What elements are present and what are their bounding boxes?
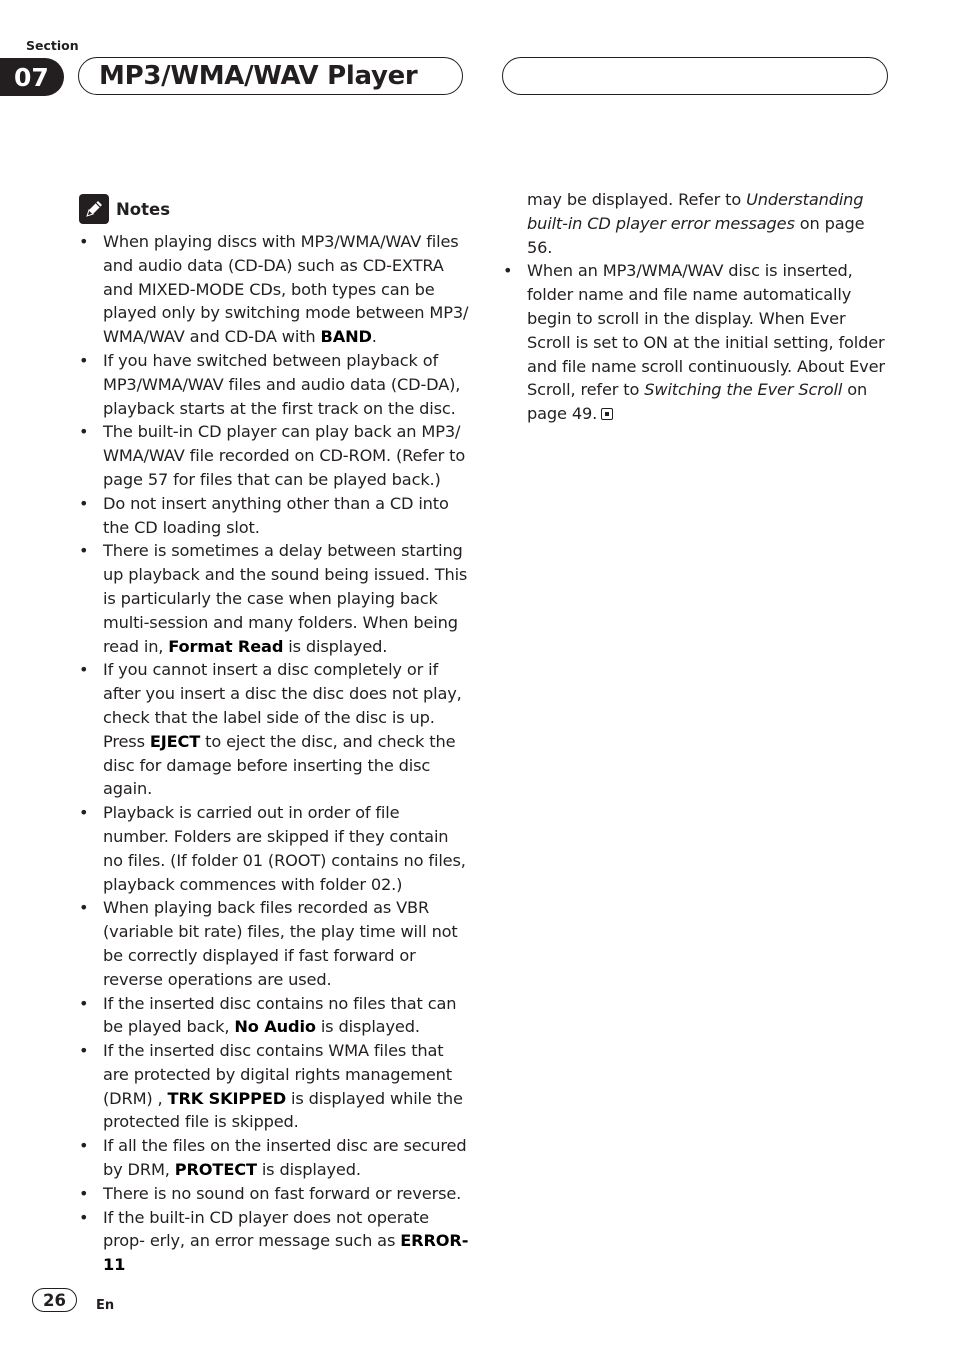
language-label: En (96, 1298, 115, 1313)
section-number-tab: 07 (0, 58, 64, 96)
note-item: • There is no sound on fast forward or reverse. (79, 1182, 469, 1206)
note-item: • There is sometimes a delay between starting up playback and the sound being issued. This is particularly the case when playing back multi-session and many folders. When being read in, Format Read is displayed. (79, 539, 469, 658)
note-item: • If all the files on the inserted disc are secured by DRM, PROTECT is displayed. (79, 1134, 469, 1182)
page-title: MP3/WMA/WAV Player (78, 57, 463, 95)
pencil-icon (79, 194, 109, 224)
page-number: 26 (32, 1288, 77, 1312)
note-item: • If you have switched between playback of MP3/WMA/WAV files and audio data (CD-DA), playback starts at the first track on the disc. (79, 349, 469, 420)
note-item: • Playback is carried out in order of file number. Folders are skipped if they contain no files. (If folder 01 (ROOT) contains no files, playback commences with folder 02.) (79, 801, 469, 896)
notes-list (79, 230, 469, 1277)
notes-title: Notes (116, 199, 171, 219)
notes-column-left (79, 230, 469, 1277)
note-item: • The built-in CD player can play back an MP3/ WMA/WAV file recorded on CD-ROM. (Refer to page 57 for files that can be played back.) (79, 420, 469, 491)
end-of-section-icon (601, 408, 613, 420)
note-item: • When an MP3/WMA/WAV disc is inserted, folder name and file name automatically begin to scroll in the display. When Ever Scroll is set to ON at the initial setting, folder and file name scroll continuously. About Ever Scroll, refer to Switching the Ever Scroll on page 49. (503, 259, 893, 426)
note-item: • If the built-in CD player does not operate prop- erly, an error message such as ERROR-11 (79, 1206, 469, 1277)
notes-heading (79, 194, 170, 224)
notes-list-continued (503, 259, 893, 426)
note-item: • If the inserted disc contains no files that can be played back, No Audio is displayed. (79, 992, 469, 1040)
note-item: • When playing back files recorded as VBR (variable bit rate) files, the play time will not be correctly displayed if fast forward or reverse operations are used. (79, 896, 469, 991)
note-item: • Do not insert anything other than a CD into the CD loading slot. (79, 492, 469, 540)
header-blank-box (502, 57, 888, 95)
note-item: • If the inserted disc contains WMA files that are protected by digital rights management (DRM) , TRK SKIPPED is displayed while the protected file is skipped. (79, 1039, 469, 1134)
notes-column-right (503, 188, 893, 426)
section-label: Section (26, 38, 79, 53)
note-continuation: may be displayed. Refer to Understanding built-in CD player error messages on page 56. (527, 190, 865, 257)
note-item: • If you cannot insert a disc completely or if after you insert a disc the disc does not play, check that the label side of the disc is up. Press EJECT to eject the disc, and check the disc for damage before inserting the disc again. (79, 658, 469, 801)
note-item: • When playing discs with MP3/WMA/WAV files and audio data (CD-DA) such as CD-EXTRA and MIXED-MODE CDs, both types can be played only by switching mode between MP3/ WMA/WAV and CD-DA with BAND. (79, 230, 469, 349)
